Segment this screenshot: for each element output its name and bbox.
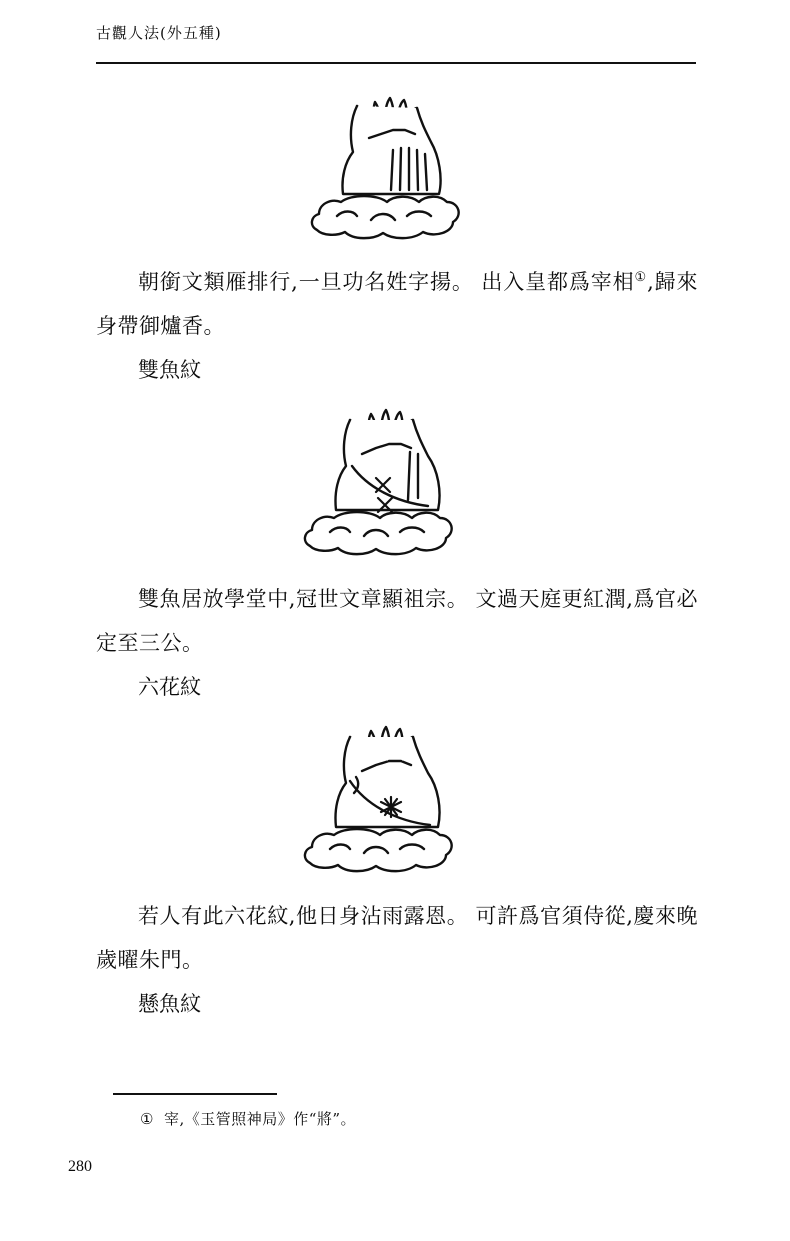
paragraph-3: 若人有此六花紋,他日身沾雨露恩。 可許爲官須侍從,慶來晚歲曜朱門。 (96, 904, 698, 972)
book-title: 古觀人法(外五種) (96, 24, 222, 42)
page-content (96, 80, 698, 1026)
figure-palm-diagram-2 (96, 392, 698, 577)
paragraph-2: 雙魚居放學堂中,冠世文章顯祖宗。 文過天庭更紅潤,爲官必定至三公。 (96, 587, 698, 655)
figure-palm-diagram-1 (96, 80, 698, 260)
figure-palm-diagram-3 (96, 709, 698, 894)
section-label-1: 雙魚紋 (138, 358, 201, 382)
footnote-ref-1: ① (634, 270, 648, 285)
paragraph-1 (96, 260, 698, 348)
section-label-3: 懸魚紋 (138, 992, 201, 1016)
palm-diagram-six-flower-mark (292, 719, 502, 894)
paragraph-1-text-b: ,歸來身帶御爐香。 (96, 270, 699, 338)
page-header (96, 22, 696, 43)
page-number: 280 (68, 1158, 92, 1175)
footnote-1 (140, 1108, 356, 1129)
footnote-marker: ① (140, 1110, 154, 1128)
footnote-text: 宰,《玉管照神局》作“將”。 (163, 1110, 357, 1128)
section-label-2: 六花紋 (138, 675, 201, 699)
palm-diagram-hand-with-vertical-lines (297, 90, 497, 260)
palm-diagram-double-fish-mark (292, 402, 502, 577)
header-divider (96, 62, 696, 64)
footnote-divider (113, 1093, 277, 1095)
paragraph-1-text-a: 朝銜文類雁排行,一旦功名姓字揚。 出入皇都爲宰相 (138, 270, 635, 294)
